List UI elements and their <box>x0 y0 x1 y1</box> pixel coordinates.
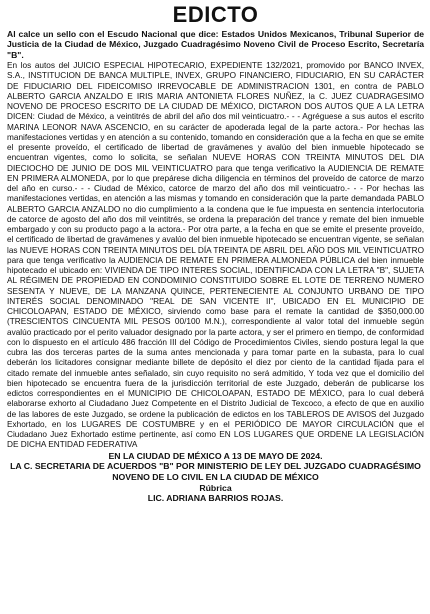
rubric: Rúbrica <box>199 482 232 493</box>
date-line: EN LA CIUDAD DE MÉXICO A 13 DE MAYO DE 2024. <box>108 450 323 461</box>
edict-body: En los autos del JUICIO ESPECIAL HIPOTECARIO, EXPEDIENTE 132/2021, promovido por BANCO INVEX, S.A., INSTITUCION DE BANCA MULTIPLE, INVEX, GRUPO FINANCIERO, FIDUCIARIO, EN SU CARÁCTER DE FIDUCIARIO DEL FIDEICOMISO IRREVOCABLE DE ADMINISTRACION 1301, en contra de PABLO ALBERTO GARCIA ANZALDO E IRIS MARIA ANTONIETA FLORES NUÑEZ, la C. JUEZ CUADRAGESIMO NOVENO DE PROCESO ESCRITO DE LA CIUDAD DE MÉXICO, DICTARON DOS AUTOS QUE A LA LETRA DICEN: Ciudad de México, a veintitrés de abril del año dos mil veinticuatro.- - - Agréguese a sus autos el escrito MARINA LEONOR NAVA ASCENCIO, en su carácter de apoderada legal de la parte actora.- Por hechas las manifestaciones vertidas y en atención a su contenido, tomando en consideración que a la fecha en que se emite el presente proveído, el certificado de libertad de gravámenes y avalúo del bien inmueble hipotecado se encuentran vigentes, como lo solicita, se señalan NUEVE HORAS CON TREINTA MINUTOS DEL DIA DIECIOCHO DE JUNIO DE DOS MIL VEINTICUATRO para que tenga verificativo la AUDIENCIA DE REMATE EN PRIMERA ALMONEDA, por lo que prepárese dicha diligencia en términos del proveído de catorce de marzo del año en curso.- - - Ciudad de México, catorce de marzo del año dos mil veinticuatro.- - - Por hechas las manifestaciones vertidas, en atención a las mismas y tomando en consideración que la parte demandada PABLO ALBERTO GARCIA ANZALDO no dio cumplimiento a la condena que le fue impuesta en sentencia interlocutoria de catorce de agosto del año dos mil veintitrés, se ordena la preparación del trance y remate del bien inmueble embargado y con su producto pago a la actora.- Por otra parte, a la fecha en que se emite el presente proveído, el certificado de libertad de gravámenes y avalúo del bien inmueble hipotecado se encuentran vigente, se señalan las NUEVE HORAS CON TREINTA MINUTOS DEL DÍA TREINTA DE ABRIL DEL AÑO DOS MIL VEINTICUATRO para que tenga verificativo la AUDIENCIA DE REMATE EN PRIMERA ALMONEDA PÚBLICA del bien inmueble hipotecado el ubicado en: VIVIENDA DE TIPO INTERES SOCIAL, IDENTIFICADA CON LA LETRA "B", SUJETA AL RÉGIMEN DE PROPIEDAD EN CONDOMINIO CONSTITUIDO SOBRE EL LOTE DE TERRENO NUMERO SESENTA Y NUEVE, DE LA MANZANA QUINCE, PERTENECIENTE AL CONJUNTO URBANO DE TIPO INTERÉS SOCIAL DENOMINADO "REAL DE SAN VICENTE II", UBICADO EN EL MUNICIPIO DE CHICOLOAPAN, ESTADO DE MÉXICO, sirviendo como base para el remate la cantidad de $350,000.00 (TRESCIENTOS CINCUENTA MIL PESOS 00/100 M.N.), correspondiente al valor total del inmueble según avalúo practicado por el perito valuador designado por la parte actora, y ser el primero en tiempo, de conformidad con lo dispuesto en el artículo 486 fracción III del Código de Procedimientos Civiles, siendo postura legal la que cubra las dos terceras partes de la suma antes mencionada y para tomar parte en la subasta, para lo cual deberán los licitadores consignar mediante billete de depósito el diez por ciento de la cantidad fijada para el citado remate del inmueble antes señalado, sin cuyo requisito no será admitido, Y toda vez que el domicilio del bien hipotecado se encuentra fuera de la jurisdicción territorial de este Juzgado, deberán de publicarse los edictos correspondientes en el MUNICIPIO DE CHICOLOAPAN, ESTADO DE MÉXICO, para lo cual deberá elaborarse exhorto al Ciudadano Juez Competente en el Distrito Judicial de Texcoco, a efecto de que en auxilio de las labores de este Juzgado, se ordene la publicación de edictos en los TABLEROS DE AVISOS del Juzgado Exhortado, en los LUGARES DE COSTUMBRE y en el PERIÓDICO DE MAYOR CIRCULACIÓN que el Ciudadano Juez Exhortado estime pertinente, así como EN LOS LUGARES QUE ORDENE LA LEGISLACIÓN DE DICHA ENTIDAD FEDERATIVA <box>7 61 424 450</box>
signatory-name: LIC. ADRIANA BARRIOS ROJAS. <box>147 493 284 504</box>
seal-description: Al calce un sello con el Escudo Nacional que dice: Estados Unidos Mexicanos, Tribunal Superior de Justicia de la Ciudad de México, Juzgado Cuadragésimo Noveno Civil de Proceso Escrito, Secretaría "B". <box>7 29 424 60</box>
edict-title: EDICTO <box>172 2 259 27</box>
signatory-title: LA C. SECRETARIA DE ACUERDOS "B" POR MINISTERIO DE LEY DEL JUZGADO CUADRAGÉSIMO NOVENO DE LO CIVIL EN LA CIUDAD DE MÉXICO <box>10 461 421 482</box>
